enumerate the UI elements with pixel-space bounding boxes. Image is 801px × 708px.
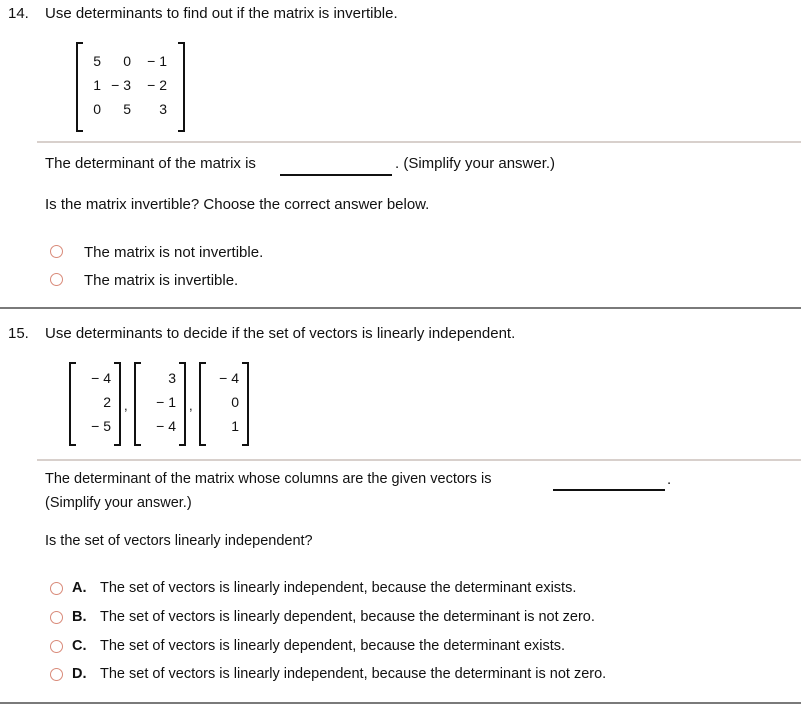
radio-button[interactable]	[50, 273, 63, 286]
option-letter: C.	[72, 638, 87, 654]
matrix-cell: − 2	[147, 77, 167, 93]
section-divider	[37, 141, 801, 143]
right-bracket	[178, 42, 185, 132]
question-prompt: Use determinants to find out if the matrix is invertible.	[45, 5, 398, 22]
matrix-cell: − 1	[147, 53, 167, 69]
option-text: The set of vectors is linearly dependent, because the determinant exists.	[100, 638, 566, 654]
vector-2	[134, 362, 186, 446]
question-number: 15.	[8, 325, 29, 342]
option-letter: B.	[72, 609, 87, 625]
option-text: The set of vectors is linearly dependent, because the determinant is not zero.	[100, 609, 595, 625]
independence-question: Is the set of vectors linearly independent?	[45, 533, 313, 549]
determinant-answer-field[interactable]	[280, 174, 392, 176]
radio-button[interactable]	[50, 245, 63, 258]
right-bracket	[242, 362, 249, 446]
vector-entry: 0	[231, 394, 239, 410]
simplify-hint: . (Simplify your answer.)	[395, 155, 556, 172]
left-bracket	[69, 362, 76, 446]
option-text: The matrix is invertible.	[84, 272, 239, 289]
option-text: The set of vectors is linearly independent, because the determinant exists.	[100, 580, 577, 596]
vector-entry: − 4	[219, 370, 239, 386]
question-number: 14.	[8, 5, 29, 22]
matrix-cell: 5	[123, 101, 131, 117]
radio-button[interactable]	[50, 640, 63, 653]
section-divider	[37, 459, 801, 461]
vector-entry: − 5	[91, 418, 111, 434]
vector-1	[69, 362, 121, 446]
determinant-answer-field[interactable]	[553, 489, 665, 491]
vector-3	[199, 362, 249, 446]
right-bracket	[114, 362, 121, 446]
vector-entry: 2	[103, 394, 111, 410]
option-text: The matrix is not invertible.	[84, 244, 264, 261]
vector-entry: 1	[231, 418, 239, 434]
invertible-question: Is the matrix invertible? Choose the correct answer below.	[45, 196, 430, 213]
vector-separator: ,	[124, 398, 128, 413]
determinant-prompt: The determinant of the matrix whose columns are the given vectors is	[45, 471, 492, 487]
radio-button[interactable]	[50, 668, 63, 681]
matrix	[76, 42, 185, 132]
left-bracket	[134, 362, 141, 446]
matrix-cell: 3	[159, 101, 167, 117]
determinant-prompt: The determinant of the matrix is	[45, 155, 256, 172]
right-bracket	[179, 362, 186, 446]
matrix-cell: 1	[93, 77, 101, 93]
matrix-cell: 0	[123, 53, 131, 69]
matrix-cell: 0	[93, 101, 101, 117]
vector-entry: − 4	[156, 418, 176, 434]
period: .	[667, 471, 672, 488]
option-text: The set of vectors is linearly independent, because the determinant is not zero.	[100, 666, 607, 682]
matrix-cell: 5	[93, 53, 101, 69]
left-bracket	[76, 42, 83, 132]
option-letter: D.	[72, 666, 87, 682]
simplify-hint: (Simplify your answer.)	[45, 495, 192, 511]
vector-entry: − 1	[156, 394, 176, 410]
radio-button[interactable]	[50, 582, 63, 595]
vector-entry: − 4	[91, 370, 111, 386]
matrix-cell: − 3	[111, 77, 131, 93]
vector-entry: 3	[168, 370, 176, 386]
question-prompt: Use determinants to decide if the set of vectors is linearly independent.	[45, 325, 516, 342]
question-divider	[0, 307, 801, 309]
option-letter: A.	[72, 580, 87, 596]
question-divider	[0, 702, 801, 704]
radio-button[interactable]	[50, 611, 63, 624]
vector-separator: ,	[189, 398, 193, 413]
